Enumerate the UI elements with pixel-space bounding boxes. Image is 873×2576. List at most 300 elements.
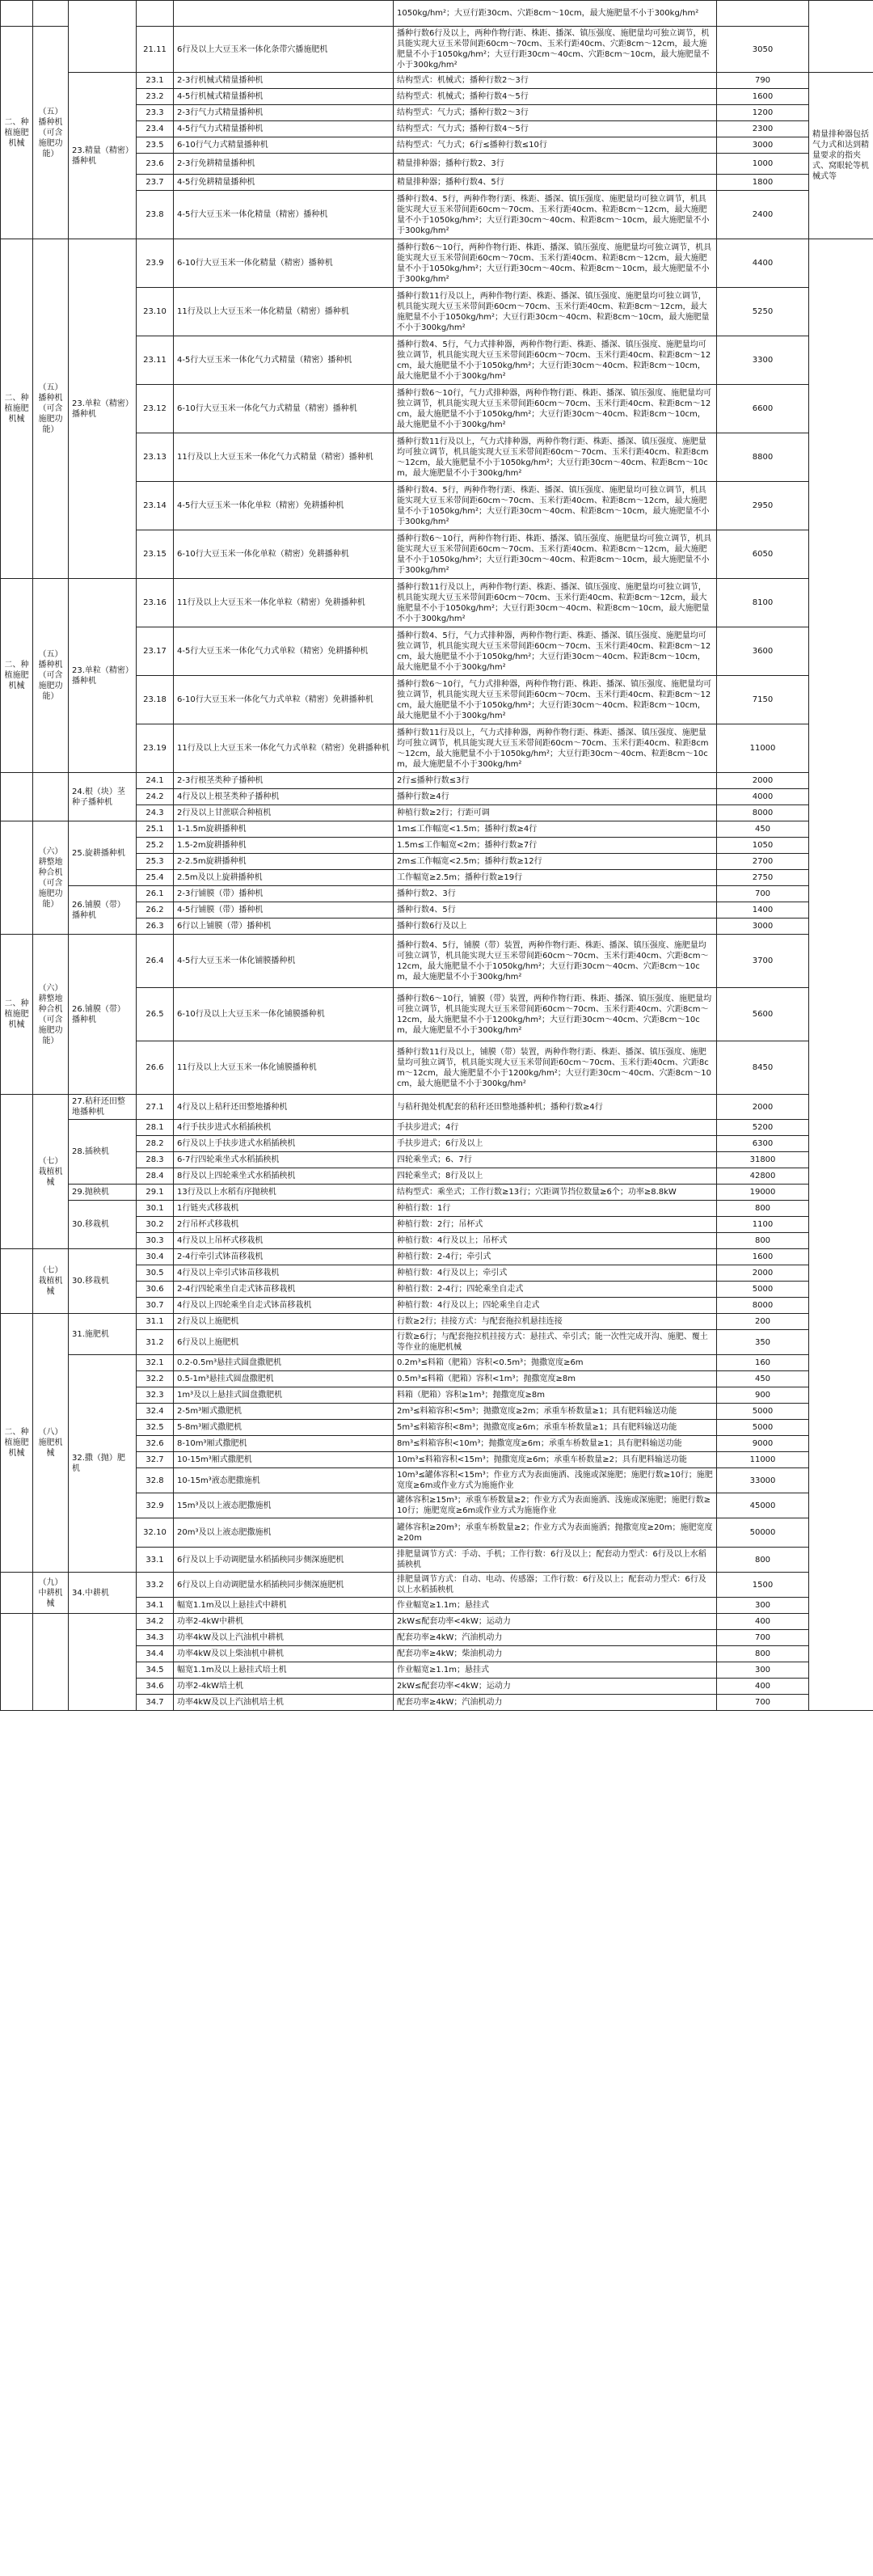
item-number-cell: 32.2	[137, 1371, 174, 1387]
spec-cell: 播种行数4、5行	[394, 902, 717, 918]
item-name-cell: 功率4kW及以上汽油机培土机	[174, 1695, 394, 1711]
category-cell	[1, 1573, 33, 1614]
spec-cell: 行数≥6行；与配套拖拉机挂接方式：悬挂式、牵引式；能一次性完成开沟、施肥、覆土等作业的施肥机械	[394, 1330, 717, 1355]
spec-cell: 配套功率≥4kW；汽油机动力	[394, 1695, 717, 1711]
subsidy-amount-cell: 900	[717, 1387, 809, 1404]
subcategory-cell: （六）耕整地种合机（可含施肥功能）	[33, 935, 69, 1095]
subsidy-amount-cell: 8000	[717, 1298, 809, 1314]
subsidy-amount-cell: 1100	[717, 1217, 809, 1233]
subsidy-amount-cell: 3600	[717, 627, 809, 676]
subsidy-amount-cell: 790	[717, 73, 809, 89]
subsidy-amount-cell: 400	[717, 1614, 809, 1630]
subcategory-cell: （八）施肥机械	[33, 1314, 69, 1573]
subsidy-amount-cell: 6050	[717, 530, 809, 579]
item-number-cell: 25.2	[137, 838, 174, 854]
item-name-cell: 功率2-4kW中耕机	[174, 1614, 394, 1630]
subcategory-cell	[33, 1614, 69, 1711]
item-name-cell: 6行及以上手扶步进式水稻插秧机	[174, 1136, 394, 1152]
subsidy-amount-cell: 8450	[717, 1041, 809, 1095]
subsidy-amount-cell: 1050	[717, 838, 809, 854]
spec-cell: 播种行数6～10行，气力式排种器，两种作物行距、株距、播深、镇压强度、施肥量均可独立调节，机具能实现大豆玉米带间距60cm～70cm、玉米行距40cm、粒距8cm～12cm，最大施肥量不小于1050kg/hm²；大豆行距30cm～40cm、粒距8cm～10cm，最大施肥量不小于300kg/hm²	[394, 676, 717, 724]
item-name-cell: 1.5-2m旋耕播种机	[174, 838, 394, 854]
subsidy-amount-cell: 800	[717, 1548, 809, 1573]
subcategory-cell: （五）播种机（可含施肥功能）	[33, 27, 69, 239]
item-group-cell: 26.铺膜（带）播种机	[69, 886, 137, 935]
item-name-cell: 2行及以上施肥机	[174, 1314, 394, 1330]
spec-cell: 种植行数：2行；吊杯式	[394, 1217, 717, 1233]
spec-cell: 1050kg/hm²；大豆行距30cm、穴距8cm～10cm，最大施肥量不小于300kg/hm²	[394, 1, 717, 27]
subsidy-amount-cell: 4400	[717, 239, 809, 288]
spec-cell: 四轮乘坐式；6、7行	[394, 1152, 717, 1168]
category-cell	[1, 1614, 33, 1711]
spec-cell: 手扶步进式；4行	[394, 1120, 717, 1136]
spec-cell: 播种行数6～10行，铺膜（带）装置，两种作物行距、株距、播深、镇压强度、施肥量均可独立调节，机具能实现大豆玉米带间距60cm～70cm、玉米行距40cm、穴距8cm～12cm，最大施肥量不小于1200kg/hm²；大豆行距30cm～40cm、穴距8cm～10cm，最大施肥量不小于300kg/hm²	[394, 988, 717, 1041]
subsidy-amount-cell: 2750	[717, 870, 809, 886]
spec-cell: 1.5m≤工作幅宽<2m；播种行数≥7行	[394, 838, 717, 854]
spec-cell: 精量排种器；播种行数2、3行	[394, 154, 717, 175]
subsidy-amount-cell: 8800	[717, 433, 809, 482]
item-name-cell: 2-3行机械式精量播种机	[174, 73, 394, 89]
item-number-cell: 34.6	[137, 1679, 174, 1695]
item-name-cell: 11行及以上大豆玉米一体化单粒（精密）免耕播种机	[174, 579, 394, 627]
subsidy-amount-cell: 3300	[717, 336, 809, 385]
spec-cell: 作业幅宽≥1.1m；悬挂式	[394, 1598, 717, 1614]
table-row	[1, 1614, 873, 1630]
item-name-cell: 2-3行铺膜（带）播种机	[174, 886, 394, 902]
item-number-cell: 23.5	[137, 137, 174, 154]
item-name-cell: 11行及以上大豆玉米一体化精量（精密）播种机	[174, 288, 394, 336]
spec-cell: 配套功率≥4kW；柴油机动力	[394, 1646, 717, 1662]
spec-cell: 工作幅宽≥2.5m；播种行数≥19行	[394, 870, 717, 886]
item-name-cell: 4行及以上四轮乘坐自走式钵苗移栽机	[174, 1298, 394, 1314]
item-number-cell: 23.2	[137, 89, 174, 105]
item-number-cell: 30.3	[137, 1233, 174, 1249]
item-number-cell: 33.1	[137, 1548, 174, 1573]
item-number-cell	[137, 1, 174, 27]
item-group-cell: 29.抛秧机	[69, 1185, 137, 1201]
subsidy-amount-cell: 4000	[717, 789, 809, 805]
spec-cell: 种植行数：2-4行；四轮乘坐自走式	[394, 1282, 717, 1298]
item-number-cell: 28.1	[137, 1120, 174, 1136]
item-number-cell: 29.1	[137, 1185, 174, 1201]
subsidy-amount-cell: 9000	[717, 1436, 809, 1452]
spec-cell: 播种行数2、3行	[394, 886, 717, 902]
item-number-cell: 31.1	[137, 1314, 174, 1330]
item-number-cell: 23.16	[137, 579, 174, 627]
item-number-cell: 34.5	[137, 1662, 174, 1679]
spec-cell: 播种行数6～10行，两种作物行距、株距、播深、镇压强度、施肥量均可独立调节，机具能实现大豆玉米带间距60cm～70cm、玉米行距40cm、粒距8cm～12cm，最大施肥量不小于1050kg/hm²；大豆行距30cm～40cm、粒距8cm～10cm，最大施肥量不小于300kg/hm²	[394, 530, 717, 579]
category-cell	[1, 1249, 33, 1314]
item-number-cell: 23.7	[137, 175, 174, 191]
spec-cell: 料箱（肥箱）容积≥1m³；抛撒宽度≥8m	[394, 1387, 717, 1404]
item-name-cell: 幅宽1.1m及以上悬挂式中耕机	[174, 1598, 394, 1614]
item-name-cell: 2-3行气力式精量播种机	[174, 105, 394, 121]
subsidy-amount-cell: 11000	[717, 724, 809, 773]
item-name-cell: 4行及以上根茎类种子播种机	[174, 789, 394, 805]
item-name-cell: 6行及以上自动调肥量水稻插秧同步侧深施肥机	[174, 1573, 394, 1598]
subsidy-amount-cell: 1600	[717, 1249, 809, 1265]
subcategory-cell: （七）栽植机械	[33, 1095, 69, 1249]
item-name-cell: 0.5-1m³悬挂式圆盘撒肥机	[174, 1371, 394, 1387]
subcategory-cell	[33, 773, 69, 821]
item-name-cell: 功率4kW及以上汽油机中耕机	[174, 1630, 394, 1646]
item-name-cell: 6行以上铺膜（带）播种机	[174, 918, 394, 935]
item-number-cell: 28.2	[137, 1136, 174, 1152]
subsidy-amount-cell: 450	[717, 1371, 809, 1387]
item-name-cell: 6-10行大豆玉米一体化精量（精密）播种机	[174, 239, 394, 288]
table-row	[1, 239, 873, 288]
spec-cell: 种植行数：2-4行；牵引式	[394, 1249, 717, 1265]
subsidy-amount-cell: 2400	[717, 191, 809, 239]
item-name-cell: 8-10m³厢式撒肥机	[174, 1436, 394, 1452]
item-number-cell: 21.11	[137, 27, 174, 73]
item-number-cell: 30.6	[137, 1282, 174, 1298]
spec-cell: 行数≥2行；挂接方式：与配套拖拉机悬挂连接	[394, 1314, 717, 1330]
category-cell: 二、种植施肥机械	[1, 935, 33, 1095]
subsidy-amount-cell: 8100	[717, 579, 809, 627]
item-number-cell: 26.1	[137, 886, 174, 902]
subsidy-amount-cell: 1500	[717, 1573, 809, 1598]
category-cell	[1, 773, 33, 821]
spec-cell: 播种行数11行及以上，气力式排种器，两种作物行距、株距、播深、镇压强度、施肥量均可独立调节，机具能实现大豆玉米带间距60cm～70cm、玉米行距40cm、粒距8cm～12cm，最大施肥量不小于1050kg/hm²；大豆行距30cm～40cm、粒距8cm～10cm，最大施肥量不小于300kg/hm²	[394, 724, 717, 773]
table-body	[1, 1, 873, 1711]
subsidy-amount-cell: 5600	[717, 988, 809, 1041]
item-number-cell: 32.9	[137, 1493, 174, 1518]
spec-cell: 播种行数11行及以上，两种作物行距、株距、播深、镇压强度、施肥量均可独立调节，机具能实现大豆玉米带间距60cm～70cm、玉米行距40cm、粒距8cm～12cm，最大施肥量不小于1050kg/hm²；大豆行距30cm～40cm、粒距8cm～10cm，最大施肥量不小于300kg/hm²	[394, 579, 717, 627]
item-name-cell: 13行及以上水稻有序抛秧机	[174, 1185, 394, 1201]
subsidy-amount-cell: 8000	[717, 805, 809, 821]
spec-cell: 罐体容积≥15m³；承重车桥数量≥2；作业方式为表面施洒、浅施或深施肥；施肥行数≥10行；施肥宽度≥6m或作业方式为施施作业	[394, 1493, 717, 1518]
table-row	[1, 1314, 873, 1330]
subsidy-amount-cell: 1400	[717, 902, 809, 918]
item-name-cell: 2-5m³厢式撒肥机	[174, 1404, 394, 1420]
spec-cell: 播种行数≥4行	[394, 789, 717, 805]
item-name-cell: 2.5m及以上旋耕播种机	[174, 870, 394, 886]
table-row	[1, 1120, 873, 1136]
table-row	[1, 1185, 873, 1201]
item-number-cell: 23.9	[137, 239, 174, 288]
remark-cell: 精量排种器包括气力式和达到精量要求的指夹式、窝眼轮等机械式等	[809, 73, 873, 239]
table-row	[1, 1249, 873, 1265]
item-number-cell: 23.4	[137, 121, 174, 137]
subcategory-cell: （五）播种机（可含施肥功能）	[33, 239, 69, 579]
item-number-cell: 25.3	[137, 854, 174, 870]
item-number-cell: 23.11	[137, 336, 174, 385]
spec-cell: 2kW≤配套功率<4kW；运动力	[394, 1614, 717, 1630]
item-name-cell: 4-5行气力式精量播种机	[174, 121, 394, 137]
spec-cell: 种植行数：1行	[394, 1201, 717, 1217]
spec-cell: 播种行数11行及以上，两种作物行距、株距、播深、镇压强度、施肥量均可独立调节，机具能实现大豆玉米带间距60cm～70cm、玉米行距40cm、粒距8cm～12cm，最大施肥量不小于1050kg/hm²；大豆行距30cm～40cm、粒距8cm～10cm，最大施肥量不小于300kg/hm²	[394, 288, 717, 336]
item-name-cell: 4-5行大豆玉米一体化精量（精密）播种机	[174, 191, 394, 239]
subsidy-amount-cell: 31800	[717, 1152, 809, 1168]
spec-cell: 种植行数：4行及以上；牵引式	[394, 1265, 717, 1282]
subcategory-cell	[33, 1, 69, 27]
item-name-cell: 2-3行免耕精量播种机	[174, 154, 394, 175]
item-name-cell: 4-5行机械式精量播种机	[174, 89, 394, 105]
spec-cell: 2m³≤料箱容积<5m³；抛撒宽度≥2m；承重车桥数量≥1；具有肥料输送功能	[394, 1404, 717, 1420]
item-name-cell: 6-7行四轮乘坐式水稻插秧机	[174, 1152, 394, 1168]
spec-cell: 结构型式：机械式；播种行数2～3行	[394, 73, 717, 89]
spec-cell: 罐体容积≥20m³；承重车桥数量≥2；作业方式为表面施洒；抛撒宽度≥20m；施肥宽度≥20m	[394, 1518, 717, 1548]
table-row	[1, 1095, 873, 1120]
table-row	[1, 821, 873, 838]
remark-cell	[809, 1, 873, 73]
item-name-cell: 2-3行根茎类种子播种机	[174, 773, 394, 789]
item-number-cell: 24.2	[137, 789, 174, 805]
spec-cell: 排肥量调节方式：自动、电动、传感器；工作行数：6行及以上；配套动力型式：6行及以上水稻插秧机	[394, 1573, 717, 1598]
subsidy-amount-cell: 3050	[717, 27, 809, 73]
subsidy-amount-cell: 1000	[717, 154, 809, 175]
item-number-cell: 23.6	[137, 154, 174, 175]
item-number-cell: 23.14	[137, 482, 174, 530]
item-name-cell: 1-1.5m旋耕播种机	[174, 821, 394, 838]
item-name-cell: 2-4行四轮乘坐自走式钵苗移栽机	[174, 1282, 394, 1298]
subsidy-amount-cell: 2000	[717, 1265, 809, 1282]
subsidy-amount-cell: 1600	[717, 89, 809, 105]
category-cell	[1, 1095, 33, 1249]
item-name-cell: 2行吊杯式移栽机	[174, 1217, 394, 1233]
item-group-cell: 23.精量（精密）播种机	[69, 73, 137, 239]
item-group-cell: 25.旋耕播种机	[69, 821, 137, 886]
item-group-cell: 24.根（块）茎种子播种机	[69, 773, 137, 821]
item-name-cell	[174, 1, 394, 27]
subsidy-amount-cell: 200	[717, 1314, 809, 1330]
spec-cell: 作业幅宽≥1.1m；悬挂式	[394, 1662, 717, 1679]
item-number-cell: 32.1	[137, 1355, 174, 1371]
item-number-cell: 34.7	[137, 1695, 174, 1711]
item-name-cell: 8行及以上四轮乘坐式水稻插秧机	[174, 1168, 394, 1185]
subsidy-amount-cell: 800	[717, 1233, 809, 1249]
item-group-cell: 23.单粒（精密）播种机	[69, 239, 137, 579]
spec-cell: 2kW≤配套功率<4kW；运动力	[394, 1679, 717, 1695]
remark-cell	[809, 239, 873, 1711]
item-name-cell: 6-10行大豆玉米一体化气力式精量（精密）播种机	[174, 385, 394, 433]
item-number-cell: 34.3	[137, 1630, 174, 1646]
table-row	[1, 73, 873, 89]
table-row	[1, 935, 873, 988]
spec-cell: 播种行数4、5行，铺膜（带）装置，两种作物行距、株距、播深、镇压强度、施肥量均可独立调节，机具能实现大豆玉米带间距60cm～70cm、玉米行距40cm、穴距8cm～12cm，最大施肥量不小于1050kg/hm²；大豆行距30cm～40cm、穴距8cm～10cm，最大施肥量不小于300kg/hm²	[394, 935, 717, 988]
item-name-cell: 11行及以上大豆玉米一体化铺膜播种机	[174, 1041, 394, 1095]
spec-cell: 结构型式：气力式；播种行数4～5行	[394, 121, 717, 137]
item-group-cell: 34.中耕机	[69, 1573, 137, 1614]
spec-cell: 种植行数≥2行；行距可调	[394, 805, 717, 821]
item-name-cell: 1m³及以上悬挂式圆盘撒肥机	[174, 1387, 394, 1404]
spec-cell: 10m³≤料箱容积<15m³；抛撒宽度≥6m；承重车桥数量≥2；具有肥料输送功能	[394, 1452, 717, 1468]
spec-cell: 播种行数6～10行，气力式排种器，两种作物行距、株距、播深、镇压强度、施肥量均可独立调节，机具能实现大豆玉米带间距60cm～70cm、玉米行距40cm、粒距8cm～12cm，最大施肥量不小于1050kg/hm²；大豆行距30cm～40cm、粒距8cm～10cm，最大施肥量不小于300kg/hm²	[394, 385, 717, 433]
subsidy-amount-cell: 2300	[717, 121, 809, 137]
item-number-cell: 23.19	[137, 724, 174, 773]
spec-cell: 1m≤工作幅宽<1.5m；播种行数≥4行	[394, 821, 717, 838]
category-cell: 二、种植施肥机械	[1, 1314, 33, 1573]
item-number-cell: 23.15	[137, 530, 174, 579]
spec-cell: 播种行数11行及以上，气力式排种器，两种作物行距、株距、播深、镇压强度、施肥量均可独立调节，机具能实现大豆玉米带间距60cm～70cm、玉米行距40cm、粒距8cm～12cm，最大施肥量不小于1050kg/hm²；大豆行距30cm～40cm、粒距8cm～10cm，最大施肥量不小于300kg/hm²	[394, 433, 717, 482]
item-name-cell: 10-15m³厢式撒肥机	[174, 1452, 394, 1468]
item-number-cell: 34.1	[137, 1598, 174, 1614]
subcategory-cell: （五）播种机（可含施肥功能）	[33, 579, 69, 773]
item-number-cell: 33.2	[137, 1573, 174, 1598]
table-row	[1, 1355, 873, 1371]
item-number-cell: 34.2	[137, 1614, 174, 1630]
category-cell	[1, 1, 33, 27]
item-name-cell: 4-5行大豆玉米一体化气力式精量（精密）播种机	[174, 336, 394, 385]
spec-cell: 播种行数6行及以上，两种作物行距、株距、播深、镇压强度、施肥量均可独立调节，机具能实现大豆玉米带间距60cm～70cm、玉米行距40cm、穴距8cm～12cm，最大施肥量不小于1050kg/hm²；大豆行距30cm～40cm、穴距8cm～10cm，最大施肥量不小于300kg/hm²	[394, 27, 717, 73]
spec-cell: 播种行数11行及以上，铺膜（带）装置，两种作物行距、株距、播深、镇压强度、施肥量均可独立调节，机具能实现大豆玉米带间距60cm～70cm、玉米行距40cm、穴距8cm～12cm，最大施肥量不小于1200kg/hm²；大豆行距30cm～40cm、穴距8cm～10cm，最大施肥量不小于300kg/hm²	[394, 1041, 717, 1095]
item-number-cell: 23.17	[137, 627, 174, 676]
spec-cell: 8m³≤料箱容积<10m³；抛撒宽度≥6m；承重车桥数量≥1；具有肥料输送功能	[394, 1436, 717, 1452]
category-cell	[1, 821, 33, 935]
spec-cell: 0.5m³≤料箱（肥箱）容积<1m³；抛撒宽度≥8m	[394, 1371, 717, 1387]
subsidy-amount-cell: 6300	[717, 1136, 809, 1152]
item-name-cell: 1行链夹式移栽机	[174, 1201, 394, 1217]
item-name-cell: 6-10行大豆玉米一体化气力式单粒（精密）免耕播种机	[174, 676, 394, 724]
spec-cell: 播种行数6～10行，两种作物行距、株距、播深、镇压强度、施肥量均可独立调节，机具能实现大豆玉米带间距60cm～70cm、玉米行距40cm、粒距8cm～12cm，最大施肥量不小于1050kg/hm²；大豆行距30cm～40cm、粒距8cm～10cm，最大施肥量不小于300kg/hm²	[394, 239, 717, 288]
item-group-cell: 23.单粒（精密）播种机	[69, 579, 137, 773]
table-row	[1, 579, 873, 627]
spec-cell: 配套功率≥4kW；汽油机动力	[394, 1630, 717, 1646]
table-row	[1, 1, 873, 27]
item-number-cell: 32.8	[137, 1468, 174, 1493]
subsidy-amount-cell: 5000	[717, 1404, 809, 1420]
item-group-cell: 31.施肥机	[69, 1314, 137, 1355]
item-group-cell: 32.撒（抛）肥机	[69, 1355, 137, 1573]
item-number-cell: 30.4	[137, 1249, 174, 1265]
item-name-cell: 2-4行牵引式钵苗移栽机	[174, 1249, 394, 1265]
item-name-cell: 4-5行大豆玉米一体化铺膜播种机	[174, 935, 394, 988]
item-name-cell: 4行及以上秸秆还田整地播种机	[174, 1095, 394, 1120]
spec-cell: 排肥量调节方式：手动、手机；工作行数：6行及以上；配套动力型式：6行及以上水稻插秧机	[394, 1548, 717, 1573]
subsidy-amount-cell: 42800	[717, 1168, 809, 1185]
spec-cell: 播种行数6行及以上	[394, 918, 717, 935]
subsidy-amount-cell: 450	[717, 821, 809, 838]
item-group-cell: 30.移栽机	[69, 1249, 137, 1314]
subsidy-amount-cell: 800	[717, 1201, 809, 1217]
item-group-cell	[69, 1614, 137, 1711]
item-name-cell: 4行及以上牵引式钵苗移栽机	[174, 1265, 394, 1282]
item-name-cell: 6行及以上施肥机	[174, 1330, 394, 1355]
subsidy-amount-cell: 5000	[717, 1282, 809, 1298]
spec-cell: 与秸秆抛处机配套的秸秆还田整地播种机；播种行数≥4行	[394, 1095, 717, 1120]
subsidy-amount-cell: 50000	[717, 1518, 809, 1548]
item-name-cell: 6-10行气力式精量播种机	[174, 137, 394, 154]
item-name-cell: 0.2-0.5m³悬挂式圆盘撒肥机	[174, 1355, 394, 1371]
subsidy-amount-cell: 19000	[717, 1185, 809, 1201]
item-name-cell: 10-15m³液态肥撒施机	[174, 1468, 394, 1493]
subsidy-amount-cell: 2000	[717, 773, 809, 789]
item-group-cell	[69, 1, 137, 73]
subsidy-amount-cell: 160	[717, 1355, 809, 1371]
item-name-cell: 6-10行及以上大豆玉米一体化铺膜播种机	[174, 988, 394, 1041]
item-number-cell: 32.4	[137, 1404, 174, 1420]
item-number-cell: 23.1	[137, 73, 174, 89]
spec-cell: 结构型式：机械式；播种行数4～5行	[394, 89, 717, 105]
subsidy-amount-cell: 6600	[717, 385, 809, 433]
item-number-cell: 32.7	[137, 1452, 174, 1468]
item-group-cell: 27.秸秆还田整地播种机	[69, 1095, 137, 1120]
item-name-cell: 4-5行大豆玉米一体化气力式单粒（精密）免耕播种机	[174, 627, 394, 676]
item-number-cell: 26.5	[137, 988, 174, 1041]
spec-cell: 种植行数：4行及以上；四轮乘坐自走式	[394, 1298, 717, 1314]
item-name-cell: 4-5行铺膜（带）播种机	[174, 902, 394, 918]
item-name-cell: 2-2.5m旋耕播种机	[174, 854, 394, 870]
item-name-cell: 功率2-4kW培土机	[174, 1679, 394, 1695]
item-number-cell: 26.6	[137, 1041, 174, 1095]
spec-cell: 结构型式：气力式；6行≤播种行数≤10行	[394, 137, 717, 154]
item-number-cell: 23.18	[137, 676, 174, 724]
spec-cell: 播种行数4、5行，两种作物行距、株距、播深、镇压强度、施肥量均可独立调节，机具能实现大豆玉米带间距60cm～70cm、玉米行距40cm、粒距8cm～12cm，最大施肥量不小于1050kg/hm²；大豆行距30cm～40cm、粒距8cm～10cm，最大施肥量不小于300kg/hm²	[394, 482, 717, 530]
item-number-cell: 24.1	[137, 773, 174, 789]
subsidy-amount-cell: 7150	[717, 676, 809, 724]
item-name-cell: 11行及以上大豆玉米一体化气力式精量（精密）播种机	[174, 433, 394, 482]
subsidy-amount-cell: 700	[717, 1630, 809, 1646]
item-number-cell: 23.12	[137, 385, 174, 433]
spec-cell: 播种行数4、5行，气力式排种器，两种作物行距、株距、播深、镇压强度、施肥量均可独立调节，机具能实现大豆玉米带间距60cm～70cm、玉米行距40cm、粒距8cm～12cm，最大施肥量不小于1050kg/hm²；大豆行距30cm～40cm、粒距8cm～10cm，最大施肥量不小于300kg/hm²	[394, 336, 717, 385]
item-name-cell: 11行及以上大豆玉米一体化气力式单粒（精密）免耕播种机	[174, 724, 394, 773]
spec-cell: 0.2m³≤料箱（肥箱）容积<0.5m³；抛撒宽度≥6m	[394, 1355, 717, 1371]
subsidy-amount-cell: 5000	[717, 1420, 809, 1436]
subsidy-amount-cell: 700	[717, 1695, 809, 1711]
subsidy-amount-cell: 800	[717, 1646, 809, 1662]
item-number-cell: 32.6	[137, 1436, 174, 1452]
item-name-cell: 4-5行大豆玉米一体化单粒（精密）免耕播种机	[174, 482, 394, 530]
spec-cell: 播种行数4、5行，两种作物行距、株距、播深、镇压强度、施肥量均可独立调节，机具能实现大豆玉米带间距60cm～70cm、玉米行距40cm、粒距8cm～12cm，最大施肥量不小于1050kg/hm²；大豆行距30cm～40cm、粒距8cm～10cm，最大施肥量不小于300kg/hm²	[394, 191, 717, 239]
item-name-cell: 15m³及以上液态肥撒施机	[174, 1493, 394, 1518]
item-group-cell: 26.铺膜（带）播种机	[69, 935, 137, 1095]
category-cell: 二、种植施肥机械	[1, 239, 33, 579]
subsidy-amount-cell: 1800	[717, 175, 809, 191]
item-name-cell: 6-10行大豆玉米一体化单粒（精密）免耕播种机	[174, 530, 394, 579]
subsidy-amount-cell: 1200	[717, 105, 809, 121]
item-number-cell: 23.8	[137, 191, 174, 239]
item-number-cell: 26.4	[137, 935, 174, 988]
spec-cell: 精量排种器；播种行数4、5行	[394, 175, 717, 191]
subsidy-amount-cell: 300	[717, 1598, 809, 1614]
item-number-cell: 31.2	[137, 1330, 174, 1355]
spec-cell: 结构型式：气力式；播种行数2～3行	[394, 105, 717, 121]
item-number-cell: 30.7	[137, 1298, 174, 1314]
spec-cell: 2行≤播种行数≤3行	[394, 773, 717, 789]
item-number-cell: 25.1	[137, 821, 174, 838]
table-row	[1, 773, 873, 789]
spec-cell: 5m³≤料箱容积<8m³；抛撒宽度≥6m；承重车桥数量≥1；具有肥料输送功能	[394, 1420, 717, 1436]
table-row	[1, 1573, 873, 1598]
subsidy-amount-cell: 11000	[717, 1452, 809, 1468]
item-number-cell: 26.3	[137, 918, 174, 935]
spec-cell: 四轮乘坐式；8行及以上	[394, 1168, 717, 1185]
item-name-cell: 20m³及以上液态肥撒施机	[174, 1518, 394, 1548]
item-group-cell: 28.插秧机	[69, 1120, 137, 1185]
item-number-cell: 23.10	[137, 288, 174, 336]
spec-cell: 2m≤工作幅宽<2.5m；播种行数≥12行	[394, 854, 717, 870]
subsidy-amount-cell: 5200	[717, 1120, 809, 1136]
item-name-cell: 4行手扶步进式水稻插秧机	[174, 1120, 394, 1136]
item-number-cell: 30.2	[137, 1217, 174, 1233]
subsidy-amount-cell: 2000	[717, 1095, 809, 1120]
item-number-cell: 34.4	[137, 1646, 174, 1662]
subsidy-amount-cell: 700	[717, 886, 809, 902]
item-number-cell: 28.3	[137, 1152, 174, 1168]
subsidy-amount-cell: 350	[717, 1330, 809, 1355]
item-name-cell: 2行及以上甘蔗联合种植机	[174, 805, 394, 821]
spec-cell: 10m³≤罐体容积<15m³；作业方式为表面施洒、浅施或深施肥；施肥行数≥10行；施肥宽度≥6m或作业方式为施施作业	[394, 1468, 717, 1493]
spec-cell: 手扶步进式；6行及以上	[394, 1136, 717, 1152]
spec-cell: 结构型式：乘坐式；工作行数≥13行；穴距调节挡位数量≥6个；功率≥8.8kW	[394, 1185, 717, 1201]
category-cell: 二、种植施肥机械	[1, 579, 33, 773]
item-number-cell: 28.4	[137, 1168, 174, 1185]
subcategory-cell: （九）中耕机械	[33, 1573, 69, 1614]
subsidy-amount-cell: 2700	[717, 854, 809, 870]
subsidy-amount-cell: 3000	[717, 137, 809, 154]
item-name-cell: 4行及以上吊杯式移栽机	[174, 1233, 394, 1249]
